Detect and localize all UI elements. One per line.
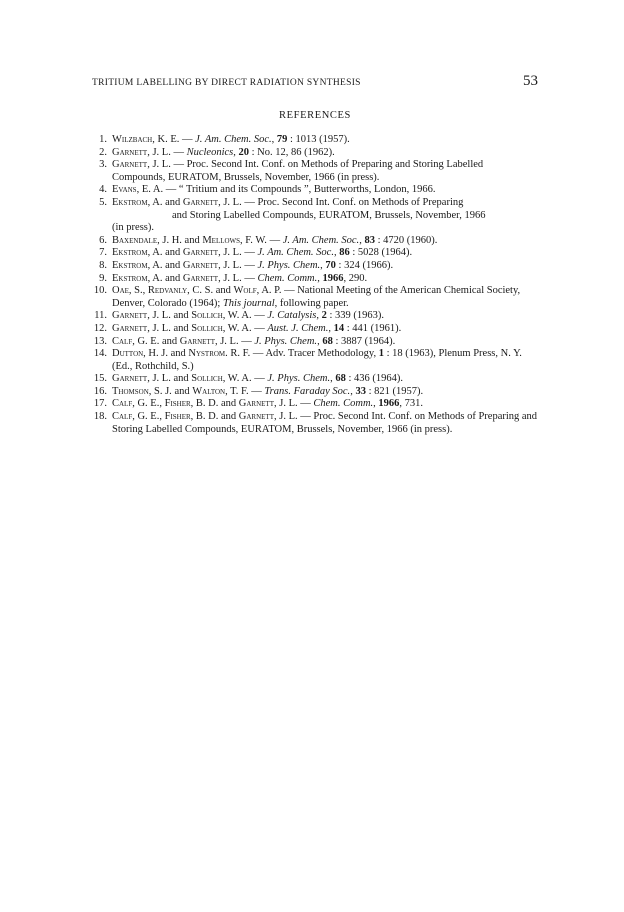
reference-journal: Nucleonics: [186, 146, 234, 158]
reference-separator: ,: [271, 134, 277, 145]
reference-connector: and: [167, 348, 189, 360]
reference-separator: —: [251, 373, 268, 385]
reference-journal: Aust. J. Chem.: [267, 322, 329, 334]
reference-author: Garnett, J. L.: [182, 247, 242, 259]
reference-number: 7.: [99, 247, 107, 259]
reference-item: [92, 348, 538, 373]
reference-author: Walton, T. F.: [192, 385, 249, 397]
reference-text: , A. P. — National Meeting of the American Chemical Society, Denver, Colorado (1964);: [112, 285, 521, 309]
reference-item: [92, 184, 538, 197]
reference-separator: ,: [233, 146, 239, 158]
reference-author: Ekstrom, A.: [112, 247, 163, 259]
reference-text: — “ Tritium and its Compounds ”, Butterworths, London, 1966.: [163, 184, 436, 196]
running-head: [92, 73, 538, 92]
reference-number: 16.: [93, 385, 107, 397]
reference-number: 4.: [99, 184, 107, 196]
reference-volume: 1: [378, 348, 384, 360]
reference-volume: 2: [321, 310, 327, 322]
reference-separator: ,: [320, 259, 326, 271]
reference-author: Garnett, J. L.: [112, 322, 171, 334]
reference-item: [92, 373, 538, 386]
reference-item: [92, 285, 538, 310]
reference-number: 12.: [93, 322, 107, 334]
reference-pages: : 441 (1961).: [344, 322, 402, 334]
reference-author: Garnett, J. L.: [112, 373, 171, 385]
reference-item: [92, 147, 538, 160]
reference-volume: 1966: [378, 398, 400, 410]
reference-pages: : 821 (1957).: [365, 385, 424, 397]
page-number: 53: [523, 73, 538, 89]
reference-volume: 20: [238, 146, 249, 158]
reference-journal: Trans. Faraday Soc.: [264, 385, 351, 397]
reference-connector: and: [170, 322, 192, 334]
section-title: REFERENCES: [279, 110, 351, 121]
reference-separator: —: [266, 234, 283, 246]
reference-journal: J. Am. Chem. Soc.: [195, 134, 272, 145]
reference-separator: ,: [328, 322, 334, 334]
reference-author: Garnett, J. L.: [182, 272, 242, 284]
reference-item: [92, 235, 538, 248]
reference-volume: 70: [325, 259, 336, 271]
reference-number: 18.: [93, 411, 107, 423]
reference-separator: —: [170, 146, 187, 158]
reference-number: 13.: [93, 335, 107, 347]
reference-volume: 1966: [322, 272, 344, 284]
reference-connector: and: [170, 310, 192, 322]
reference-pages: : 1013 (1957).: [287, 134, 350, 145]
reference-journal: J. Am. Chem. Soc.: [257, 247, 334, 259]
reference-item: [92, 197, 538, 235]
reference-item: [92, 247, 538, 260]
reference-item: [92, 336, 538, 349]
reference-journal: J. Catalysis: [267, 310, 317, 322]
reference-connector: and: [162, 259, 183, 271]
reference-author: Thomson, S. J.: [112, 385, 172, 397]
reference-separator: —: [251, 310, 268, 322]
reference-separator: —: [238, 335, 255, 347]
reference-journal: J. Phys. Chem.: [267, 373, 331, 385]
reference-separator: —: [297, 398, 314, 410]
reference-author: Oae, S.: [112, 285, 143, 297]
reference-author: Baxendale, J. H.: [112, 234, 182, 246]
reference-connector: and: [162, 196, 183, 208]
reference-pages: , 731.: [399, 398, 424, 410]
reference-number: 14.: [93, 348, 107, 360]
reference-list: [92, 134, 538, 436]
reference-connector: and: [171, 385, 193, 397]
reference-volume: 14: [333, 322, 345, 334]
reference-number: 9.: [99, 272, 107, 284]
reference-separator: ,: [359, 234, 365, 246]
reference-number: 1.: [99, 134, 107, 145]
reference-journal: J. Phys. Chem.: [257, 259, 321, 271]
reference-connector: and: [170, 373, 192, 385]
reference-item: [92, 310, 538, 323]
reference-pages: : 436 (1964).: [345, 373, 404, 385]
reference-text: — Adv. Tracer Methodology,: [250, 348, 379, 360]
reference-pages: , following paper.: [274, 297, 349, 309]
reference-pages: : 18 (1963), Plenum Press, N. Y. (Ed., Rothchild, S.): [112, 348, 522, 372]
reference-connector: and: [162, 272, 183, 284]
reference-author: Mellows, F. W.: [202, 234, 267, 246]
reference-separator: —: [248, 385, 265, 397]
reference-author: Dutton, H. J.: [112, 348, 168, 360]
reference-volume: 68: [322, 335, 333, 347]
reference-number: 8.: [99, 259, 107, 271]
reference-volume: 83: [364, 234, 375, 246]
reference-author: Ekstrom, A.: [112, 272, 163, 284]
reference-volume: 33: [355, 385, 366, 397]
reference-author: Garnett, J. L.: [112, 310, 171, 322]
reference-text: — Proc. Second Int. Conf. on Methods of Preparing and Storing Labelled Compounds, EURATOM, Brussels, November, 1966 (in press).: [112, 411, 538, 435]
reference-separator: —: [241, 259, 258, 271]
reference-connector: ,: [142, 285, 148, 297]
reference-separator: —: [241, 247, 258, 259]
reference-author: Calf, G. E.: [112, 335, 160, 347]
reference-connector: and: [159, 335, 180, 347]
reference-number: 15.: [93, 373, 107, 385]
reference-pages: : 3887 (1964).: [332, 335, 396, 347]
reference-author: Garnett, J. L.: [238, 411, 298, 423]
reference-author: Garnett, J. L.: [182, 259, 242, 271]
reference-text-line: (in press).: [112, 222, 154, 234]
reference-author: Garnett, J. L.: [112, 159, 171, 171]
reference-journal: J. Phys. Chem.: [254, 335, 318, 347]
reference-separator: ,: [333, 247, 340, 259]
reference-author: Calf, G. E., Fisher, B. D.: [112, 398, 219, 410]
reference-author: Garnett, J. L.: [112, 146, 171, 158]
reference-separator: ,: [373, 398, 379, 410]
reference-number: 3.: [99, 159, 107, 171]
reference-text: — Proc. Second Int. Conf. on Methods of Preparing and Storing Labelled Compounds, EURATOM, Brussels, November, 1966 (in press).: [112, 159, 484, 183]
reference-author: Sollich, W. A.: [191, 373, 252, 385]
reference-connector: and: [218, 411, 239, 423]
reference-connector: and: [162, 247, 183, 259]
reference-author: Sollich, W. A.: [191, 310, 252, 322]
reference-pages: : 324 (1966).: [335, 259, 394, 271]
reference-journal: J. Am. Chem. Soc.: [282, 234, 360, 246]
reference-item: [92, 159, 538, 184]
reference-item: [92, 386, 538, 399]
reference-author: Garnett, J. L.: [238, 398, 298, 410]
reference-separator: ,: [330, 373, 336, 385]
reference-journal: Chem. Comm.: [313, 398, 374, 410]
reference-pages: : 339 (1963).: [326, 310, 385, 322]
reference-number: 2.: [99, 146, 107, 158]
reference-author: Calf, G. E., Fisher, B. D.: [112, 411, 219, 423]
reference-separator: —: [251, 322, 268, 334]
reference-journal: Chem. Comm.: [257, 272, 318, 284]
reference-connector: , C. S. and: [187, 285, 234, 297]
reference-number: 11.: [94, 310, 107, 322]
reference-text-line: and Storing Labelled Compounds, EURATOM, Brussels, November, 1966: [172, 209, 486, 221]
reference-connector: and: [181, 234, 203, 246]
reference-separator: —: [241, 272, 258, 284]
reference-author: Wilzbach, K. E.: [112, 134, 180, 145]
reference-volume: 79: [276, 134, 288, 145]
reference-item: [92, 323, 538, 336]
reference-number: 17.: [93, 398, 107, 410]
reference-pages: : No. 12, 86 (1962).: [248, 146, 335, 158]
reference-item: [92, 134, 538, 147]
reference-author: Ekstrom, A.: [112, 259, 163, 271]
reference-pages: : 4720 (1960).: [374, 234, 438, 246]
reference-separator: ,: [350, 385, 356, 397]
reference-volume: 68: [335, 373, 346, 385]
reference-separator: ,: [317, 335, 323, 347]
reference-volume: 86: [339, 247, 350, 259]
reference-item: [92, 260, 538, 273]
reference-author: Nystrom. R. F.: [188, 348, 251, 360]
reference-author: Redvanly: [147, 285, 188, 297]
reference-author: Garnett, J. L.: [182, 196, 242, 208]
reference-separator: ,: [317, 272, 323, 284]
reference-item: [92, 411, 538, 436]
reference-connector: and: [218, 398, 239, 410]
reference-author: Sollich, W. A.: [191, 322, 252, 334]
reference-number: 6.: [99, 234, 107, 246]
reference-pages: , 290.: [343, 272, 368, 284]
reference-number: 5.: [99, 196, 107, 208]
reference-journal: This journal: [222, 297, 275, 309]
running-head-title: TRITIUM LABELLING BY DIRECT RADIATION SYNTHESIS: [92, 78, 361, 88]
reference-item: [92, 398, 538, 411]
reference-pages: : 5028 (1964).: [349, 247, 413, 259]
reference-text: — Proc. Second Int. Conf. on Methods of Preparing: [241, 196, 464, 208]
reference-separator: ,: [316, 310, 322, 322]
reference-author: Ekstrom, A.: [112, 196, 163, 208]
reference-author: Garnett, J. L.: [179, 335, 239, 347]
reference-item: [92, 273, 538, 286]
reference-author: Wolf: [233, 285, 257, 297]
reference-author: Evans, E. A.: [112, 184, 164, 196]
reference-number: 10.: [93, 285, 107, 297]
reference-separator: —: [179, 134, 196, 145]
